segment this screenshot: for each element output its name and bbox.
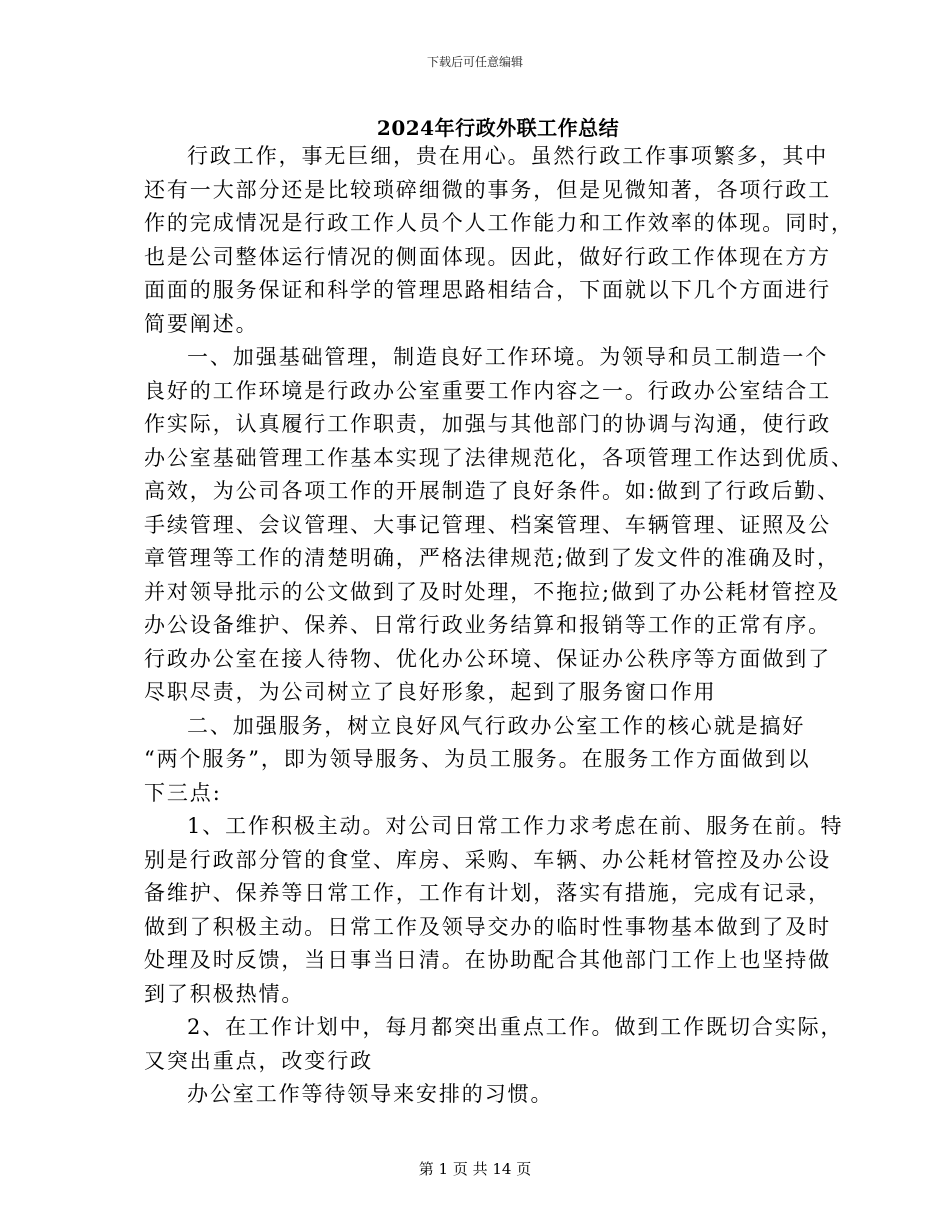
- body-line: 1、工作积极主动。对公司日常工作力求考虑在前、服务在前。特: [187, 814, 844, 838]
- body-line: 还有一大部分还是比较琐碎细微的事务，但是见微知著，各项行政工: [144, 177, 831, 202]
- document-title: 2024年行政外联工作总结: [376, 116, 620, 140]
- body-line: 良好的工作环境是行政办公室重要工作内容之一。行政办公室结合工: [144, 378, 831, 403]
- body-line: 行政办公室在接人待物、优化办公环境、保证办公秩序等方面做到了: [144, 646, 831, 671]
- body-line: 手续管理、会议管理、大事记管理、档案管理、车辆管理、证照及公: [144, 512, 831, 537]
- body-line: 并对领导批示的公文做到了及时处理，不拖拉;做到了办公耗材管控及: [144, 579, 840, 604]
- body-line: 行政工作，事无巨细，贵在用心。虽然行政工作事项繁多，其中: [187, 144, 829, 168]
- body-line: 二、加强服务，树立良好风气行政办公室工作的核心就是搞好: [187, 713, 806, 738]
- body-line: 也是公司整体运行情况的侧面体现。因此，做好行政工作体现在方方: [144, 244, 831, 269]
- body-line: 下三点:: [144, 780, 222, 805]
- body-line: “两个服务”，即为领导服务、为员工服务。在服务工作方面做到以: [144, 747, 811, 771]
- page-number-footer: 第 1 页 共 14 页: [418, 1160, 532, 1178]
- body-line: 一、加强基础管理，制造良好工作环境。为领导和员工制造一个: [187, 345, 829, 369]
- body-line: 做到了积极主动。日常工作及领导交办的临时性事物基本做到了及时: [144, 914, 831, 939]
- body-line: 备维护、保养等日常工作，工作有计划，落实有措施，完成有记录，: [144, 881, 831, 905]
- body-line: 作实际，认真履行工作职责，加强与其他部门的协调与沟通，使行政: [144, 412, 831, 436]
- body-line: 办公设备维护、保养、日常行政业务结算和报销等工作的正常有序。: [144, 613, 831, 637]
- body-line: 办公室工作等待领导来安排的习惯。: [187, 1082, 554, 1106]
- body-line: 办公室基础管理工作基本实现了法律规范化，各项管理工作达到优质、: [144, 445, 854, 470]
- body-line: 高效，为公司各项工作的开展制造了良好条件。如:做到了行政后勤、: [144, 479, 840, 503]
- body-line: 2、在工作计划中，每月都突出重点工作。做到工作既切合实际，: [187, 1015, 844, 1039]
- body-line: 尽职尽责，为公司树立了良好形象，起到了服务窗口作用: [144, 680, 717, 704]
- body-line: 作的完成情况是行政工作人员个人工作能力和工作效率的体现。同时，: [144, 211, 854, 235]
- body-line: 处理及时反馈，当日事当日清。在协助配合其他部门工作上也坚持做: [144, 948, 831, 972]
- body-line: 简要阐述。: [144, 311, 259, 336]
- body-line: 又突出重点，改变行政: [144, 1048, 373, 1073]
- body-line: 别是行政部分管的食堂、库房、采购、车辆、办公耗材管控及办公设: [144, 847, 831, 872]
- body-line: 面面的服务保证和科学的管理思路相结合，下面就以下几个方面进行: [144, 278, 831, 302]
- document-body: [144, 140, 854, 1112]
- body-line: 到了积极热情。: [144, 981, 305, 1006]
- body-line: 章管理等工作的清楚明确，严格法律规范;做到了发文件的准确及时，: [144, 546, 840, 570]
- page-header-note: 下载后可任意编辑: [426, 55, 523, 69]
